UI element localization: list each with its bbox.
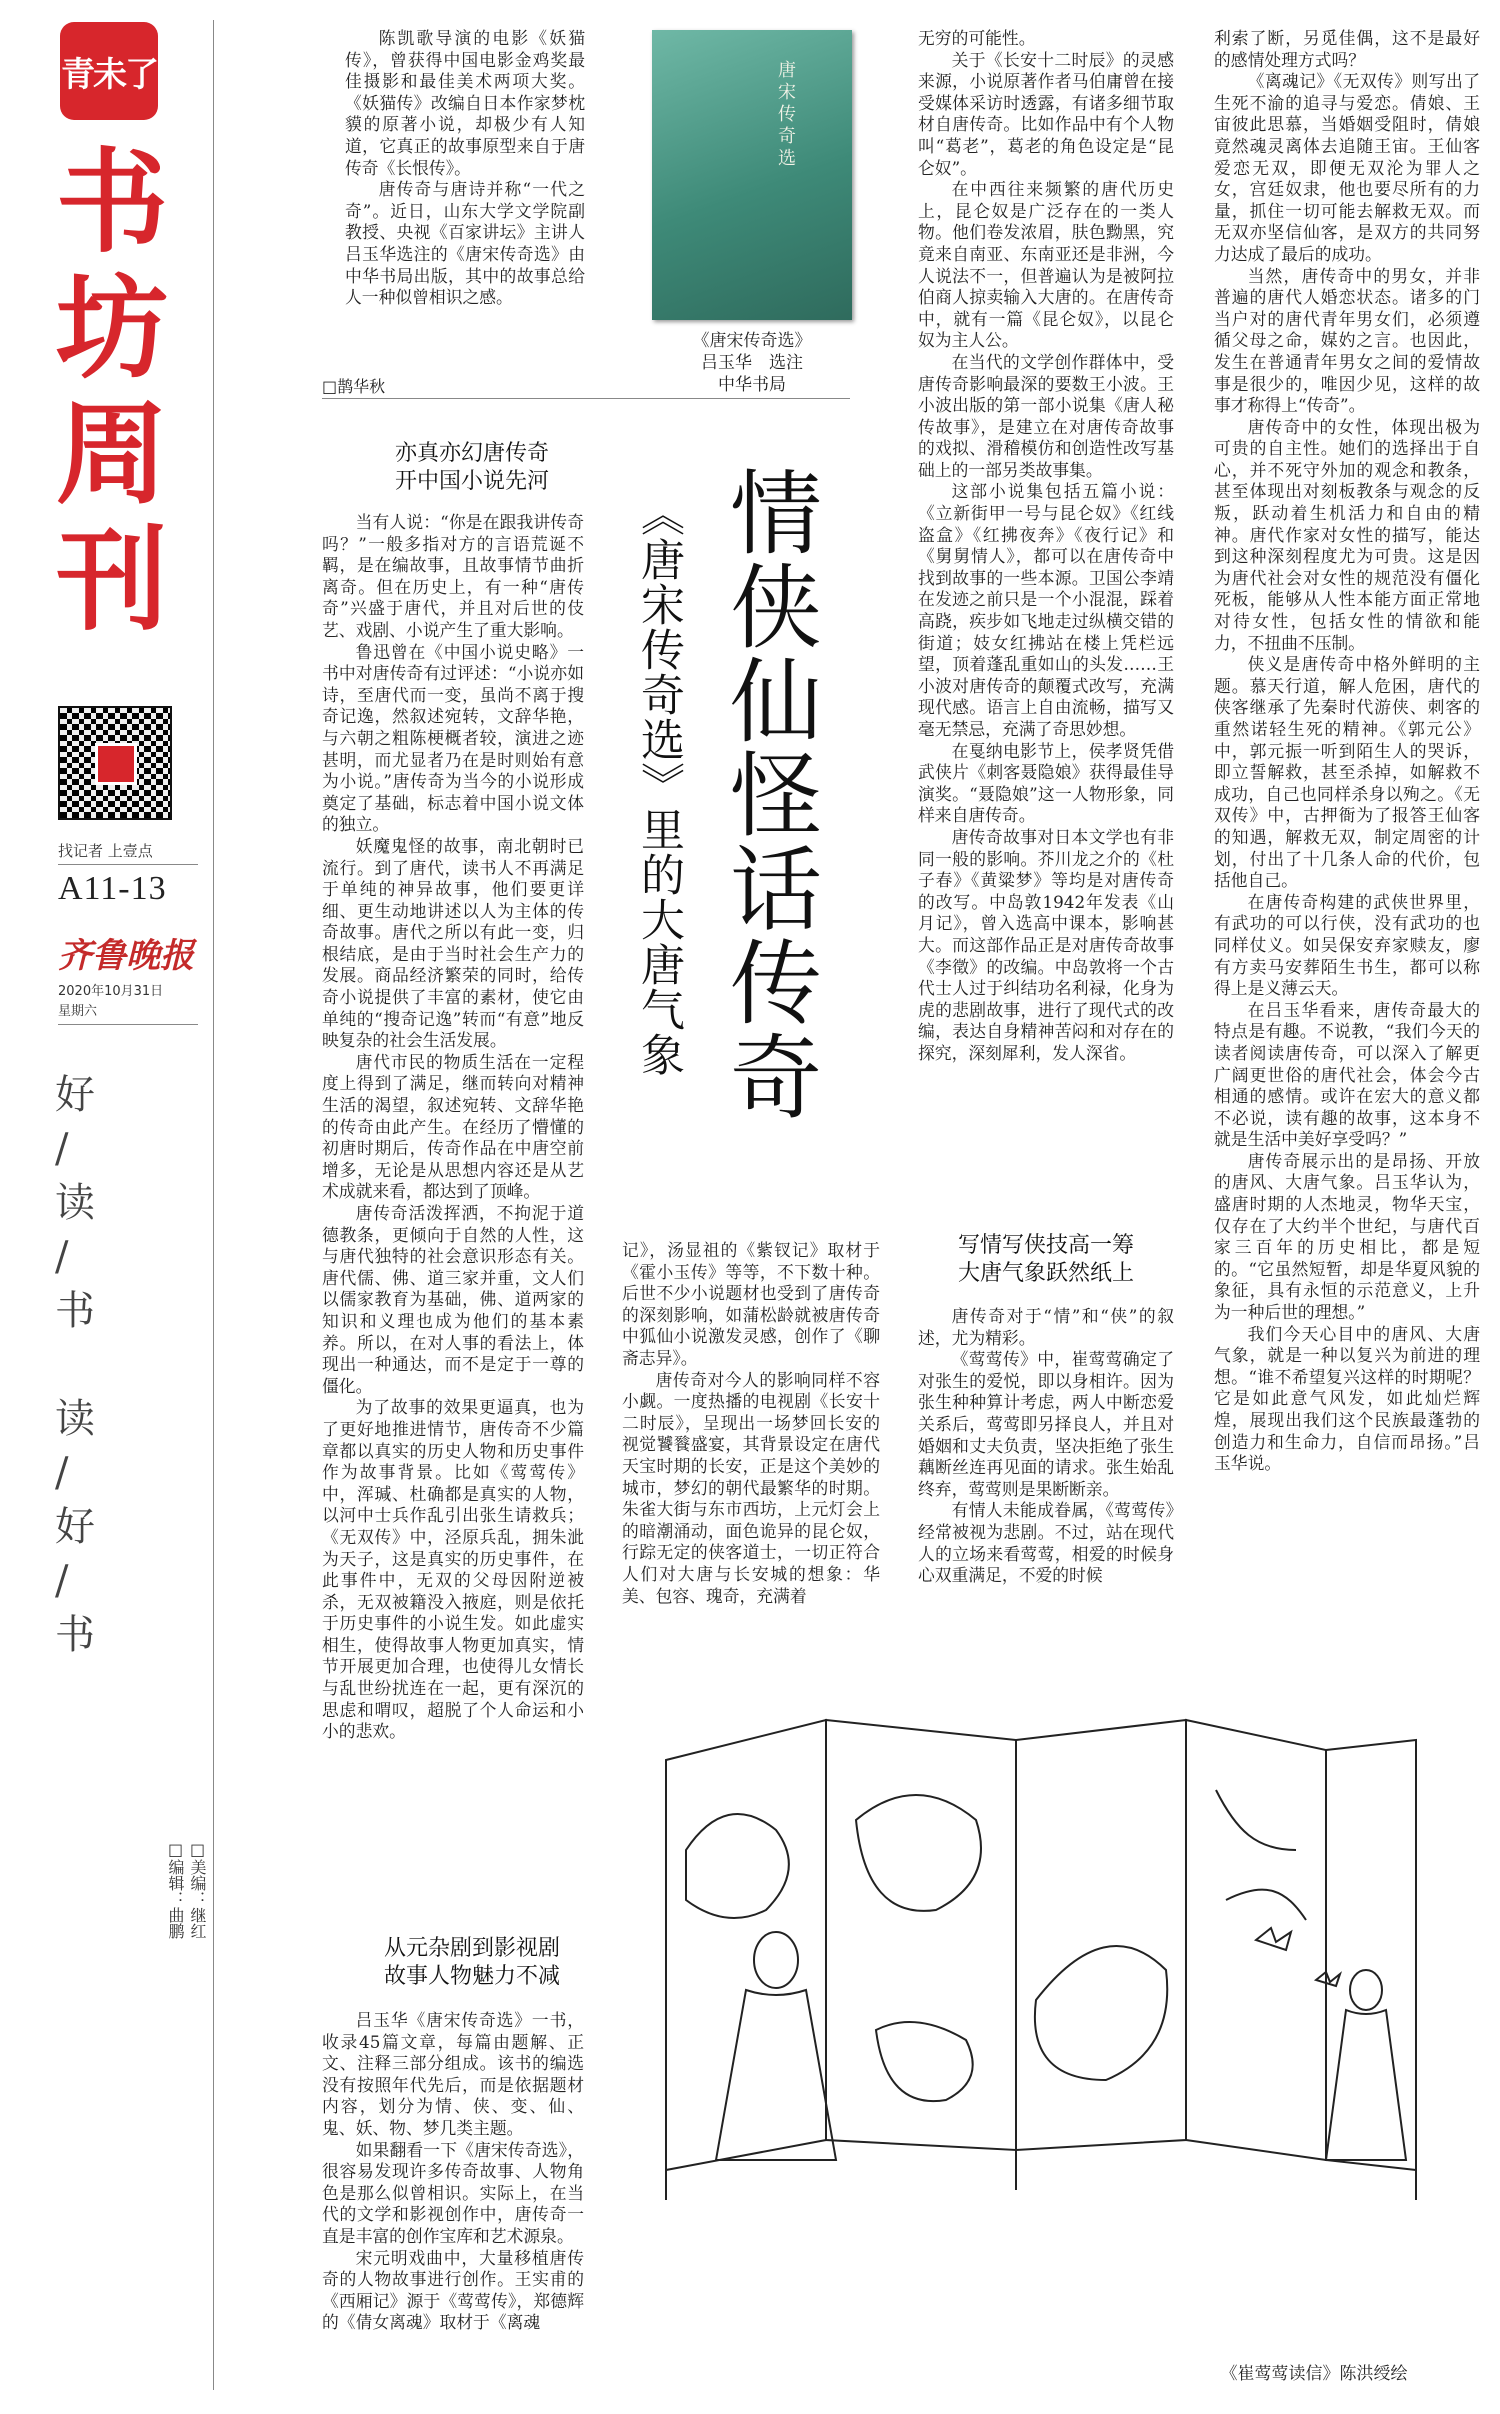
editor-credit: □编辑：曲鹏 [166, 1840, 185, 1939]
book-caption [652, 330, 852, 396]
body-paragraph: 鲁迅曾在《中国小说史略》一书中对唐传奇有过评述：“小说亦如诗，至唐代而一变，虽尚不离于搜奇记逸，然叙述宛转，文辞华艳，与六朝之粗陈梗概者较，演进之迹甚明，而尤显者乃在是时则始有意为小说。”唐传奇为当今的小说形成奠定了基础，标志着中国小说文体的独立。 [322, 641, 584, 835]
masthead-char: 书 [56, 138, 168, 268]
body-paragraph: 《离魂记》《无双传》则写出了生死不渝的追寻与爱恋。倩娘、王宙彼此思慕，当婚姻受阻时，倩娘竟然魂灵离体去追随王宙。王仙客爱恋无双，即便无双沦为罪人之女，宫廷奴隶，他也要尽所有的力量，抓住一切可能去解救无双。而无双亦坚信仙客，是双方的共同努力达成了最后的成功。 [1214, 71, 1480, 264]
slogan-char: / [55, 1234, 69, 1280]
section1-title [322, 440, 622, 496]
body-paragraph: 如果翻看一下《唐宋传奇选》，很容易发现许多传奇故事、人物角色是那么似曾相识。实际上，在当代的文学和影视创作中，唐传奇一直是丰富的创作宝库和艺术源泉。 [322, 2139, 584, 2246]
body-paragraph: 唐传奇对于“情”和“侠”的叙述，尤为精彩。 [918, 1306, 1174, 1348]
masthead-char: 刊 [56, 516, 168, 646]
book-caption-publisher: 中华书局 [718, 375, 786, 395]
body-paragraph: 宋元明戏曲中，大量移植唐传奇的人物故事进行创作。王实甫的《西厢记》源于《莺莺传》，郑德辉的《倩女离魂》取材于《离魂 [322, 2247, 584, 2333]
section1-body [322, 512, 584, 1912]
editor-credits [148, 1840, 208, 1939]
slogan-char [55, 1338, 115, 1392]
masthead-char: 周 [56, 390, 168, 520]
body-paragraph: 在中西往来频繁的唐代历史上，昆仑奴是广泛存在的一类人物。他们卷发浓眉，肤色黝黑，究竟来自南亚、东南亚还是非洲，今人说法不一，但普遍认为是被阿拉伯商人掠卖输入大唐的。在唐传奇中，就有一篇《昆仑奴》，以昆仑奴为主人公。 [918, 179, 1174, 351]
body-paragraph: 我们今天心目中的唐风、大唐气象，就是一种以复兴为前进的理想。“谁不希望复兴这样的时期呢？它是如此意气风发，如此灿烂辉煌，展现出我们这个民族最蓬勃的创造力和生命力，自信而昂扬。”吕玉华说。 [1214, 1323, 1480, 1474]
figure-head [1350, 1970, 1382, 2010]
slogan-char: 好 [55, 1072, 95, 1118]
subhead-line: 大唐气象跃然纸上 [957, 1261, 1134, 1286]
slogan-char: / [55, 1558, 69, 1604]
rock-motif [686, 1814, 789, 1918]
body-paragraph: 唐传奇对今人的影响同样不容小觑。一度热播的电视剧《长安十二时辰》，呈现出一场梦回长安的视觉饕餮盛宴，其背景设定在唐代天宝时期的长安，正是这个美妙的城市，梦幻的朝代最繁华的时期。朱雀大街与东市西坊，上元灯会上的暗潮涌动，面色诡异的昆仑奴，行踪无定的侠客道士，一切正符合人们对大唐与长安城的想象：华美、包容、瑰奇，充满着 [622, 1369, 880, 1606]
body-paragraph: 无穷的可能性。 [918, 28, 1036, 48]
divider [322, 398, 850, 399]
issue-date: 2020年10月31日 [58, 984, 164, 999]
body-paragraph: 唐传奇展示出的是昂扬、开放的唐风、大唐气象。吕玉华认为，盛唐时期的人杰地灵，物华天宝，仅存在了大约半个世纪，与唐代百家三百年的历史相比，都是短的。“它虽然短暂，却是华夏风貌的象征，具有永恒的示范意义，上升为一种后世的理想。” [1214, 1150, 1480, 1323]
section2-body [322, 2010, 584, 2395]
subhead-line: 故事人物魅力不减 [383, 1964, 560, 1989]
body-paragraph: 有情人未能成眷属，《莺莺传》经常被视为悲剧。不过，站在现代人的立场来看莺莺，相爱的时候身心双重满足，不爱的时候 [918, 1500, 1174, 1586]
intro-block [345, 28, 585, 309]
screen-panel [1326, 1740, 1416, 2170]
issue-weekday: 星期六 [58, 1004, 98, 1019]
figure-robe [1326, 2010, 1406, 2160]
designer-credit: □美编：继红 [188, 1840, 207, 1939]
body-paragraph: 在吕玉华看来，唐传奇最大的特点是有趣。不说教，“我们今天的读者阅读唐传奇，可以深入了解更广阔更世俗的唐代社会，体会今古相通的感情。或许在宏大的意义都不必说，读有趣的故事，这本身不就是生活中美好享受吗？” [1214, 999, 1480, 1150]
masthead-title [52, 140, 172, 644]
slogan-char: 书 [55, 1288, 95, 1334]
body-paragraph: 为了故事的效果更逼真，也为了更好地推进情节，唐传奇不少篇章都以真实的历史人物和历史事件作为故事背景。比如《莺莺传》中，浑瑊、杜确都是真实的人物，以河中士兵作乱引出张生请救兵；《无双传》中，泾原兵乱，拥朱泚为天子，这是真实的历史事件，在此事件中，无双的父母因附逆被杀，无双被籍没入掖庭，则是依托于历史事件的小说生发。如此虚实相生，使得故事人物更加真实，情节开展更加合理，也使得儿女情长与乱世纷扰连在一起，更有深沉的思虑和喟叹，超脱了个人命运和小小的悲欢。 [322, 1397, 584, 1742]
screen-panel [666, 1720, 826, 2170]
section3-body [918, 1306, 1174, 1666]
body-paragraph: 利索了断，另觅佳偶，这不是最好的感情处理方式吗？ [1214, 28, 1480, 70]
right1-body [918, 28, 1174, 1188]
divider [58, 864, 198, 865]
butterfly-motif [1256, 1928, 1340, 1986]
screen-painting-illustration [626, 1700, 1444, 2220]
slogan-char: 读 [55, 1180, 95, 1226]
intro-paragraph: 唐传奇与唐诗并称“一代之奇”。近日，山东大学文学院副教授、央视《百家讲坛》主讲人吕玉华选注的《唐宋传奇选》由中华书局出版，其中的故事总给人一种似曾相识之感。 [345, 179, 585, 308]
section3-title [918, 1232, 1174, 1288]
reporter-line: 找记者 上壹点 [58, 842, 153, 860]
book-caption-author: 吕玉华 选注 [701, 353, 803, 373]
body-paragraph: 吕玉华《唐宋传奇选》一书，收录45篇文章，每篇由题解、正文、注释三部分组成。该书的编选没有按照年代先后，而是依据题材内容，划分为情、侠、变、仙、鬼、妖、物、梦几类主题。 [322, 2010, 584, 2138]
edition-number: A11-13 [58, 870, 167, 907]
body-paragraph: 当然，唐传奇中的男女，并非普遍的唐代人婚恋状态。诸多的门当户对的唐代青年男女们，必须遵循父母之命，媒妁之言。也因此，发生在普通青年男女之间的爱情故事是很少的，唯因少见，这样的故事才称得上“传奇”。 [1214, 265, 1480, 416]
plant-motif [1216, 1790, 1306, 1920]
slogan-char: / [55, 1450, 69, 1496]
slogan [55, 1068, 115, 1662]
section2-title [322, 1935, 622, 1991]
right2-body [1214, 28, 1480, 1668]
body-paragraph: 这部小说集包括五篇小说：《立新街甲一号与昆仑奴》《红线盗盒》《红拂夜奔》《夜行记》和《舅舅情人》，都可以在唐传奇中找到故事的一些本源。卫国公李靖在发迹之前只是一个小混混，踩着高跷，疾步如飞地走过纵横交错的街道；妓女红拂站在楼上凭栏远望，顶着蓬乱重如山的头发……王小波对唐传奇的颠覆式改写，充满现代感。语言上自由流畅，描写又毫无禁忌，充满了奇思妙想。 [918, 481, 1174, 739]
rock-motif [876, 2022, 973, 2101]
screen-panel [1016, 1720, 1186, 2150]
slogan-char: 书 [55, 1612, 95, 1658]
slogan-char: / [55, 1126, 69, 1172]
illustration-caption: 《崔莺莺读信》陈洪绶绘 [1220, 2364, 1408, 2384]
body-paragraph: 记》，汤显祖的《紫钗记》取材于《霍小玉传》等等，不下数十种。后世不少小说题材也受到了唐传奇的深刻影响，如蒲松龄就被唐传奇中狐仙小说激发灵感，创作了《聊斋志异》。 [622, 1240, 880, 1368]
body-paragraph: 关于《长安十二时辰》的灵感来源，小说原著作者马伯庸曾在接受媒体采访时透露，有诸多细节取材自唐传奇。比如作品中有个人物叫“葛老”，葛老的角色设定是“昆仑奴”。 [918, 49, 1174, 178]
body-paragraph: 在戛纳电影节上，侯孝贤凭借武侠片《刺客聂隐娘》获得最佳导演奖。“聂隐娘”这一人物形象，同样来自唐传奇。 [918, 740, 1174, 826]
subhead-line: 写情写侠技高一筹 [957, 1233, 1134, 1258]
figure-head [754, 1932, 798, 1988]
intro-paragraph: 陈凯歌导演的电影《妖猫传》，曾获得中国电影金鸡奖最佳摄影和最佳美术两项大奖。《妖猫传》改编自日本作家梦枕貘的原著小说，却极少有人知道，它真正的故事原型来自于唐传奇《长恨传》。 [345, 28, 585, 178]
middle-body [622, 1240, 880, 1660]
paper-name: 齐鲁晚报 [58, 936, 194, 976]
logo-text: 青未了 [61, 54, 157, 95]
body-paragraph: 在当代的文学创作群体中，受唐传奇影响最深的要数王小波。王小波出版的第一部小说集《唐人秘传故事》，是建立在对唐传奇故事的戏拟、滑稽模仿和创造性改写基础上的一部另类故事集。 [918, 351, 1174, 480]
logo-badge [60, 22, 158, 120]
body-paragraph: 妖魔鬼怪的故事，南北朝时已流行。到了唐代，读书人不再满足于单纯的神异故事，他们要更详细、更生动地讲述以人为主体的传奇故事。唐代之所以有此一变，归根结底，是由于当时社会生产力的发展。商品经济繁荣的同时，给传奇小说提供了丰富的素材，使它由单纯的“搜奇记逸”转而“有意”地反映复杂的社会生活发展。 [322, 835, 584, 1051]
rock-motif [856, 1795, 981, 1911]
book-caption-title: 《唐宋传奇选》 [692, 331, 812, 351]
body-paragraph: 当有人说：“你是在跟我讲传奇吗？”一般多指对方的言语荒诞不羁，是在编故事，且故事情节曲折离奇。但在历史上，有一种“唐传奇”兴盛于唐代，并且对后世的伎艺、戏剧、小说产生了重大影响。 [322, 512, 584, 640]
book-cover-image [652, 30, 852, 320]
subhead-line: 亦真亦幻唐传奇 [394, 441, 549, 466]
body-paragraph: 侠义是唐传奇中格外鲜明的主题。慕天行道，解人危困，唐代的侠客继承了先秦时代游侠、刺客的重然诺轻生死的精神。《郭元公》中，郭元振一听到陌生人的哭诉，即立誓解救，甚至杀掉，如解救不成功，自己也同样杀身以殉之。《无双传》中，古押衙为了报答王仙客的知遇，解救无双，制定周密的计划，付出了十几条人命的代价，包括他自己。 [1214, 654, 1480, 891]
body-paragraph: 唐传奇活泼挥洒，不拘泥于道德教条，更倾向于自然的人性，这与唐代独特的社会意识形态有关。唐代儒、佛、道三家并重，文人们以儒家教育为基础，佛、道两家的知识和义理也成为他们的基本素养。所以，在对人事的看法上，体现出一种通达，而不是定于一尊的僵化。 [322, 1203, 584, 1396]
slogan-char: 读 [55, 1396, 95, 1442]
body-paragraph: 唐传奇故事对日本文学也有非同一般的影响。芥川龙之介的《杜子春》《黄粱梦》等均是对唐传奇的改写。中岛敦1942年发表《山月记》，曾入选高中课本，影响甚大。而这部作品正是对唐传奇故事《李徵》的改编。中岛敦将一个古代士人过于纠结功名利禄，化身为虎的悲剧故事，进行了现代式的改编，表达自身精神苦闷和对存在的探究，深刻犀利，发人深省。 [918, 826, 1174, 1063]
rock-motif [1035, 1946, 1167, 2080]
slogan-char: 好 [55, 1504, 95, 1550]
divider [58, 1024, 198, 1025]
byline: □鹊华秋 [322, 377, 386, 396]
subhead-line: 从元杂剧到影视剧 [383, 1936, 560, 1961]
screen-panel [826, 1720, 1016, 2150]
headline: 情侠仙怪话传奇 [715, 465, 822, 1123]
figure-robe [716, 1990, 836, 2160]
body-paragraph: 《莺莺传》中，崔莺莺确定了对张生的爱悦，即以身相许。因为张生种种算计考虑，两人中断恋爱关系后，莺莺即另择良人，并且对婚姻和丈夫负责，坚决拒绝了张生藕断丝连再见面的请求。张生始乱终弃，莺莺则是果断断亲。 [918, 1349, 1174, 1499]
subheadline: 《唐宋传奇选》里的大唐气象 [633, 492, 684, 1077]
subhead-line: 开中国小说先河 [394, 469, 549, 494]
body-paragraph: 唐代市民的物质生活在一定程度上得到了满足，继而转向对精神生活的渴望，叙述宛转、文辞华艳的传奇由此产生。在经历了懵懂的初唐时期后，传奇作品在中唐空前增多，无论是从思想内容还是从艺术成就来看，都达到了顶峰。 [322, 1051, 584, 1202]
body-paragraph: 唐传奇中的女性，体现出极为可贵的自主性。她们的选择出于自心，并不死守外加的观念和教条，甚至体现出对刻板教条与观念的反叛，跃动着生机活力和自由的精神。唐代作家对女性的描写，能达到这种深刻程度尤为可贵。这是因为唐代社会对女性的规范没有僵化死板，能够从人性本能方面正常地对待女性，包括女性的情欲和能力，不扭曲不压制。 [1214, 416, 1480, 653]
qr-logo-icon [95, 743, 137, 785]
book-cover-title: 唐宋传奇选 [775, 60, 796, 170]
masthead-char: 坊 [56, 264, 168, 394]
column-rule [213, 20, 214, 2390]
body-paragraph: 在唐传奇构建的武侠世界里，有武功的可以行侠，没有武功的也同样仗义。如吴保安弃家赎友，廖有方卖马安葬陌生书生，都可以称得上是义薄云天。 [1214, 891, 1480, 999]
